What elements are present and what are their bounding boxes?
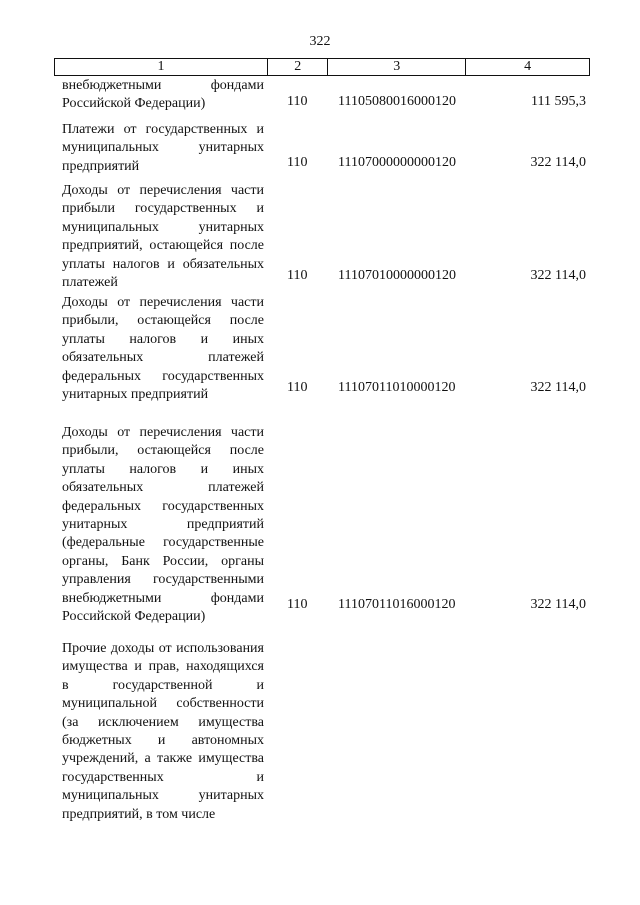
row-amount: 322 114,0	[530, 597, 586, 612]
row-kbk: 11105080016000120	[338, 94, 456, 109]
column-header-4: 4	[466, 59, 590, 76]
table-header	[54, 58, 590, 76]
row-amount: 111 595,3	[531, 94, 586, 109]
row-name: Доходы от перечисления части прибыли, остающейся после уплаты налогов и иных обязательных платежей федеральных государственных унитарных предприятий	[62, 295, 264, 403]
row-kbk: 11107000000000120	[338, 155, 456, 170]
row-code: 110	[287, 94, 308, 109]
row-name: Доходы от перечисления части прибыли государственных и муниципальных унитарных предприятий, остающейся после уплаты налогов и обязательных платежей	[62, 183, 264, 291]
row-amount: 322 114,0	[530, 380, 586, 395]
column-header-3: 3	[328, 59, 466, 76]
row-kbk: 11107010000000120	[338, 268, 456, 283]
row-amount: 322 114,0	[530, 268, 586, 283]
column-header-1: 1	[55, 59, 268, 76]
row-code: 110	[287, 268, 308, 283]
page-number: 322	[309, 34, 331, 49]
row-name: Платежи от государственных и муниципальных унитарных предприятий	[62, 122, 264, 174]
row-name: Доходы от перечисления части прибыли, остающейся после уплаты налогов и иных обязательных платежей федеральных государственных унитарных предприятий (федеральные государственные органы, Банк России, органы управления государственными внебюджетными фондами Российской Федерации)	[62, 425, 264, 625]
row-amount: 322 114,0	[530, 155, 586, 170]
row-kbk: 11107011016000120	[338, 597, 456, 612]
row-name: Прочие доходы от использования имущества и прав, находящихся в государственной и муниципальной собственности (за исключением имущества бюджетных и автономных учреждений, а также имущества государственных и муниципальных унитарных предприятий, в том числе	[62, 641, 264, 822]
row-code: 110	[287, 155, 308, 170]
row-name: внебюджетными фондами Российской Федерации)	[62, 78, 264, 112]
row-kbk: 11107011010000120	[338, 380, 456, 395]
row-code: 110	[287, 380, 308, 395]
row-code: 110	[287, 597, 308, 612]
column-header-2: 2	[267, 59, 327, 76]
